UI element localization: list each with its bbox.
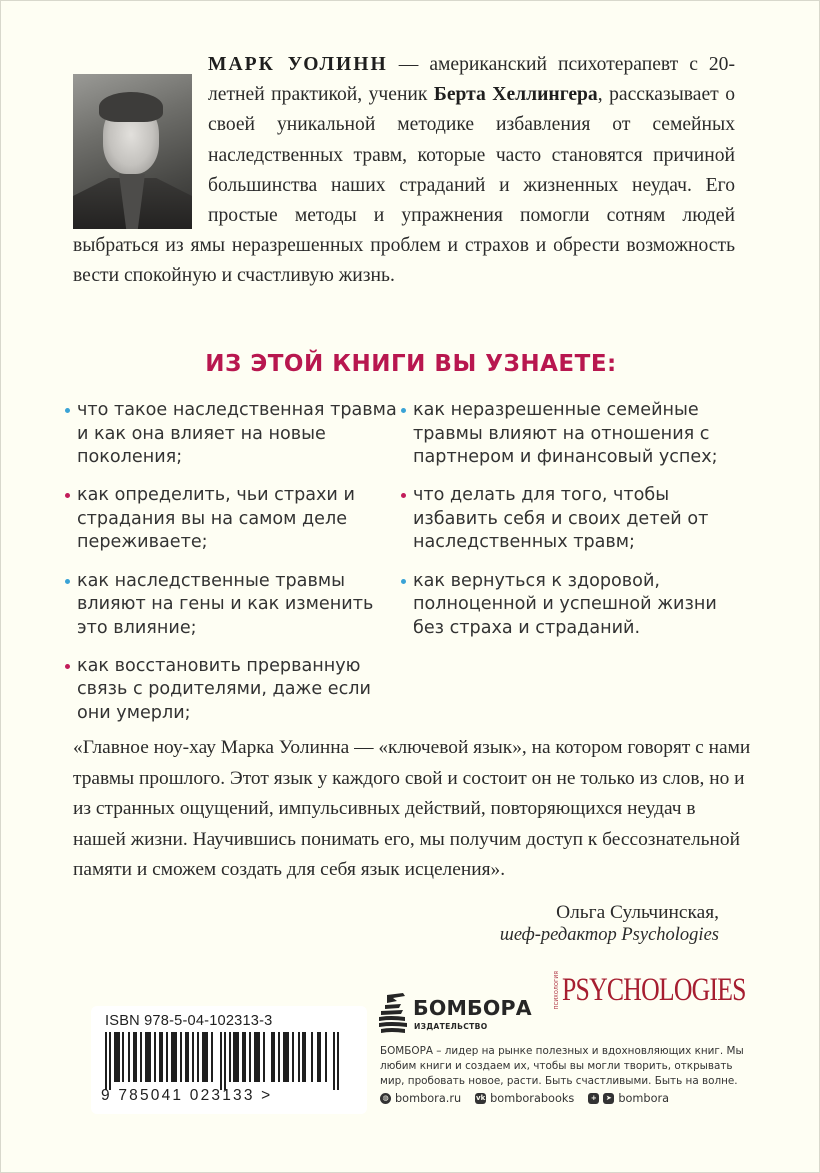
globe-icon: ◍ — [380, 1093, 391, 1104]
review-quote: «Главное ноу-хау Марка Уолинна — «ключевой язык», на котором говорят с нами травмы прошлого. Этот язык у каждого свой и состоит он не только из слов, но и из странных ощущений, импульсивных действий, повторяющихся неудач в нашей жизни. Научившись понимать его, мы получим доступ к бессознательной памяти и сможем создать для себя язык исцеления». — [73, 737, 751, 880]
barcode-digits: 9 785041 023133 > — [101, 1087, 273, 1104]
psychologies-logo-small: ПСИХОЛОГИЯ — [554, 970, 560, 1010]
social-telegram[interactable]: + ➤ bombora — [588, 1092, 669, 1105]
list-item: как вернуться к здоровой, полноценной и успешной жизни без страха и страданий. — [401, 570, 741, 641]
social-vk[interactable]: vk bomborabooks — [476, 1092, 575, 1105]
learn-heading: ИЗ ЭТОЙ КНИГИ ВЫ УЗНАЕТЕ: — [205, 351, 617, 377]
psychologies-logo — [554, 970, 798, 1010]
psychologies-logo-text: PSYCHOLOGIES — [562, 971, 746, 1008]
isbn-barcode — [91, 1006, 367, 1114]
quote-author-name: Ольга Сульчинская, — [556, 902, 719, 923]
social-website[interactable]: ◍ bombora.ru — [380, 1092, 461, 1105]
bullet-dot-icon — [65, 664, 70, 669]
publisher-name: БОМБОРА — [413, 996, 532, 1020]
list-item: что делать для того, чтобы избавить себя и своих детей от наследственных травм; — [401, 484, 741, 555]
bullet-dot-icon — [65, 579, 70, 584]
bullet-dot-icon — [65, 493, 70, 498]
isbn-label: ISBN 978-5-04-102313-3 — [105, 1013, 273, 1029]
bullet-dot-icon — [401, 408, 406, 413]
plus-icon: + — [588, 1093, 599, 1104]
bullet-dot-icon — [401, 493, 406, 498]
quote-attribution — [500, 902, 719, 946]
learn-list-right — [401, 399, 741, 655]
telegram-icon: ➤ — [603, 1093, 614, 1104]
list-item: как неразрешенные семейные травмы влияют на отношения с партнером и финансовый успех; — [401, 399, 741, 470]
learn-list-left — [65, 399, 405, 740]
quote-author-role: шеф-редактор Psychologies — [499, 925, 719, 945]
list-item: как наследственные травмы влияют на гены и как изменить это влияние; — [65, 570, 405, 641]
author-name: МАРК УОЛИНН — [208, 54, 388, 75]
bio-text-1: — американский психотерапевт с 20-летней практикой, ученик — [208, 54, 735, 106]
bio-text-2: , рассказывает о своей уникальной методике избавления от семейных наследственных травм, которые часто становятся причиной большинства наших страданий и жизненных неудач. Его простые методы и упражнения помогли сотням людей выбраться из ямы неразрешенных проблем и страхов и обрести возможность вести спокойную и счастливую жизнь. — [73, 84, 735, 287]
list-item: как определить, чьи страхи и страдания вы на самом деле переживаете; — [65, 484, 405, 555]
bullet-dot-icon — [65, 408, 70, 413]
bombora-logo-icon — [379, 991, 413, 1035]
bullet-dot-icon — [401, 579, 406, 584]
list-item: как восстановить прерванную связь с родителями, даже если они умерли; — [65, 655, 405, 726]
publisher-subtitle: ИЗДАТЕЛЬСТВО — [414, 1022, 488, 1031]
publisher-description: БОМБОРА – лидер на рынке полезных и вдохновляющих книг. Мы любим книги и создаем их, чтобы вы могли творить, открывать мир, пробовать новое, расти. Быть счастливыми. Быть на волне. — [380, 1045, 744, 1087]
barcode-bars-icon — [105, 1032, 353, 1090]
author-bio — [73, 50, 735, 292]
mentor-name: Берта Хеллингера — [433, 84, 598, 106]
list-item: что такое наследственная травма и как она влияет на новые поколения; — [65, 399, 405, 470]
publisher-socials — [380, 1092, 683, 1105]
vk-icon: vk — [476, 1094, 486, 1102]
